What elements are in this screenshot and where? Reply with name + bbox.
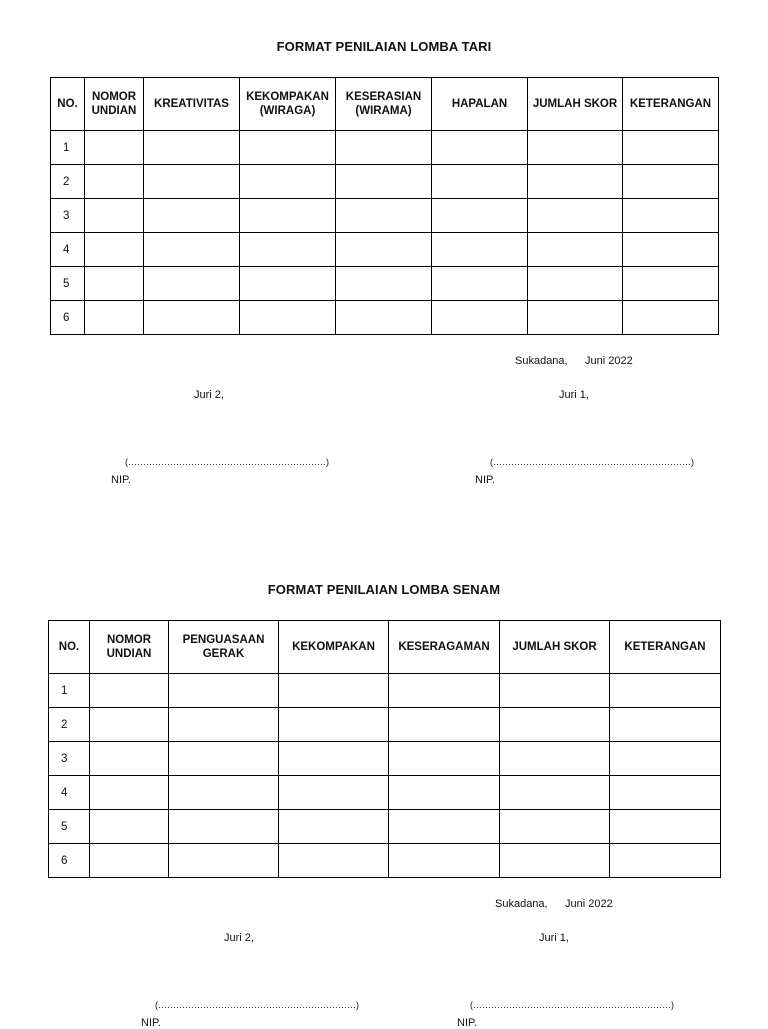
tari-col-header: NOMOR UNDIAN	[85, 78, 144, 131]
tari-col-header: KESERASIAN (WIRAMA)	[336, 78, 432, 131]
senam-empty-cell	[610, 810, 721, 844]
senam-col-header: PENGUASAAN GERAK	[169, 621, 279, 674]
tari-juri2-label: Juri 2,	[194, 389, 224, 401]
senam-juri1-signature-line: (…………………………………………………………)	[470, 1000, 674, 1010]
senam-empty-cell	[500, 844, 610, 878]
senam-empty-cell	[389, 776, 500, 810]
senam-body	[49, 674, 721, 878]
tari-empty-cell	[528, 131, 623, 165]
tari-empty-cell	[85, 267, 144, 301]
tari-empty-cell	[240, 267, 336, 301]
tari-row-number: 2	[51, 165, 85, 199]
senam-empty-cell	[610, 776, 721, 810]
senam-col-header: KESERAGAMAN	[389, 621, 500, 674]
tari-table-row	[51, 199, 719, 233]
senam-empty-cell	[279, 742, 389, 776]
tari-row-number: 5	[51, 267, 85, 301]
tari-title: FORMAT PENILAIAN LOMBA TARI	[276, 39, 492, 54]
senam-empty-cell	[169, 810, 279, 844]
tari-empty-cell	[144, 165, 240, 199]
senam-empty-cell	[169, 674, 279, 708]
senam-empty-cell	[169, 844, 279, 878]
senam-juri2-signature-line: (…………………………………………………………)	[155, 1000, 359, 1010]
senam-empty-cell	[500, 776, 610, 810]
senam-table-row	[49, 742, 721, 776]
senam-juri1-nip: NIP.	[457, 1017, 477, 1029]
tari-empty-cell	[240, 199, 336, 233]
senam-empty-cell	[500, 742, 610, 776]
tari-empty-cell	[85, 165, 144, 199]
tari-col-header: KREATIVITAS	[144, 78, 240, 131]
tari-row-number: 1	[51, 131, 85, 165]
senam-empty-cell	[389, 810, 500, 844]
senam-empty-cell	[389, 742, 500, 776]
tari-empty-cell	[528, 199, 623, 233]
senam-sign-place: Sukadana,	[495, 898, 548, 910]
tari-empty-cell	[528, 267, 623, 301]
senam-empty-cell	[610, 742, 721, 776]
tari-empty-cell	[144, 233, 240, 267]
tari-table-row	[51, 131, 719, 165]
tari-row-number: 6	[51, 301, 85, 335]
tari-empty-cell	[144, 131, 240, 165]
senam-empty-cell	[279, 708, 389, 742]
senam-table	[48, 620, 721, 878]
senam-col-header: NO.	[49, 621, 90, 674]
senam-row-number: 3	[49, 742, 90, 776]
senam-empty-cell	[90, 674, 169, 708]
senam-col-header: KEKOMPAKAN	[279, 621, 389, 674]
senam-empty-cell	[90, 708, 169, 742]
senam-juri2-nip: NIP.	[141, 1017, 161, 1029]
tari-col-header: KEKOMPAKAN (WIRAGA)	[240, 78, 336, 131]
tari-empty-cell	[144, 199, 240, 233]
tari-empty-cell	[85, 233, 144, 267]
tari-empty-cell	[528, 165, 623, 199]
tari-empty-cell	[336, 233, 432, 267]
tari-empty-cell	[432, 131, 528, 165]
senam-sign-date: Juni 2022	[565, 898, 613, 910]
tari-col-header: NO.	[51, 78, 85, 131]
tari-juri1-signature-line: (…………………………………………………………)	[490, 457, 694, 467]
tari-table-row	[51, 301, 719, 335]
tari-empty-cell	[240, 233, 336, 267]
tari-empty-cell	[85, 199, 144, 233]
senam-juri2-label: Juri 2,	[224, 932, 254, 944]
senam-empty-cell	[279, 674, 389, 708]
senam-col-header: KETERANGAN	[610, 621, 721, 674]
senam-empty-cell	[610, 674, 721, 708]
senam-title: FORMAT PENILAIAN LOMBA SENAM	[267, 582, 501, 597]
tari-empty-cell	[85, 131, 144, 165]
senam-row-number: 6	[49, 844, 90, 878]
senam-empty-cell	[389, 844, 500, 878]
senam-empty-cell	[90, 742, 169, 776]
senam-empty-cell	[610, 708, 721, 742]
tari-empty-cell	[432, 199, 528, 233]
senam-empty-cell	[500, 810, 610, 844]
senam-row-number: 5	[49, 810, 90, 844]
senam-empty-cell	[279, 810, 389, 844]
tari-empty-cell	[240, 301, 336, 335]
senam-empty-cell	[500, 674, 610, 708]
senam-empty-cell	[169, 708, 279, 742]
tari-empty-cell	[336, 165, 432, 199]
tari-empty-cell	[432, 267, 528, 301]
tari-empty-cell	[432, 233, 528, 267]
senam-col-header: JUMLAH SKOR	[500, 621, 610, 674]
senam-row-number: 2	[49, 708, 90, 742]
tari-row-number: 4	[51, 233, 85, 267]
senam-header-row	[49, 621, 721, 674]
tari-empty-cell	[144, 267, 240, 301]
tari-table-row	[51, 267, 719, 301]
senam-empty-cell	[90, 844, 169, 878]
tari-sign-place: Sukadana,	[515, 355, 568, 367]
tari-table-row	[51, 165, 719, 199]
tari-juri2-signature-line: (…………………………………………………………)	[125, 457, 329, 467]
senam-table-row	[49, 810, 721, 844]
tari-header-row	[51, 78, 719, 131]
senam-empty-cell	[500, 708, 610, 742]
tari-empty-cell	[240, 131, 336, 165]
tari-empty-cell	[623, 233, 719, 267]
tari-empty-cell	[623, 267, 719, 301]
senam-table-row	[49, 674, 721, 708]
senam-row-number: 4	[49, 776, 90, 810]
senam-empty-cell	[389, 674, 500, 708]
tari-empty-cell	[85, 301, 144, 335]
tari-empty-cell	[528, 301, 623, 335]
senam-table-row	[49, 776, 721, 810]
senam-empty-cell	[279, 844, 389, 878]
tari-juri1-label: Juri 1,	[559, 389, 589, 401]
senam-empty-cell	[169, 776, 279, 810]
tari-col-header: HAPALAN	[432, 78, 528, 131]
tari-juri2-nip: NIP.	[111, 474, 131, 486]
senam-empty-cell	[279, 776, 389, 810]
tari-empty-cell	[432, 301, 528, 335]
tari-juri1-nip: NIP.	[475, 474, 495, 486]
tari-empty-cell	[432, 165, 528, 199]
senam-juri1-label: Juri 1,	[539, 932, 569, 944]
tari-empty-cell	[623, 165, 719, 199]
senam-empty-cell	[610, 844, 721, 878]
tari-empty-cell	[336, 131, 432, 165]
tari-empty-cell	[623, 199, 719, 233]
senam-table-row	[49, 708, 721, 742]
tari-row-number: 3	[51, 199, 85, 233]
tari-body	[51, 131, 719, 335]
senam-empty-cell	[90, 776, 169, 810]
tari-table-row	[51, 233, 719, 267]
tari-empty-cell	[240, 165, 336, 199]
tari-empty-cell	[528, 233, 623, 267]
tari-empty-cell	[336, 301, 432, 335]
senam-table-row	[49, 844, 721, 878]
tari-col-header: JUMLAH SKOR	[528, 78, 623, 131]
senam-col-header: NOMOR UNDIAN	[90, 621, 169, 674]
tari-empty-cell	[623, 131, 719, 165]
tari-empty-cell	[336, 199, 432, 233]
tari-empty-cell	[623, 301, 719, 335]
tari-sign-date: Juni 2022	[585, 355, 633, 367]
senam-empty-cell	[169, 742, 279, 776]
senam-row-number: 1	[49, 674, 90, 708]
tari-table	[50, 77, 719, 335]
senam-empty-cell	[90, 810, 169, 844]
tari-empty-cell	[144, 301, 240, 335]
tari-col-header: KETERANGAN	[623, 78, 719, 131]
tari-empty-cell	[336, 267, 432, 301]
senam-empty-cell	[389, 708, 500, 742]
